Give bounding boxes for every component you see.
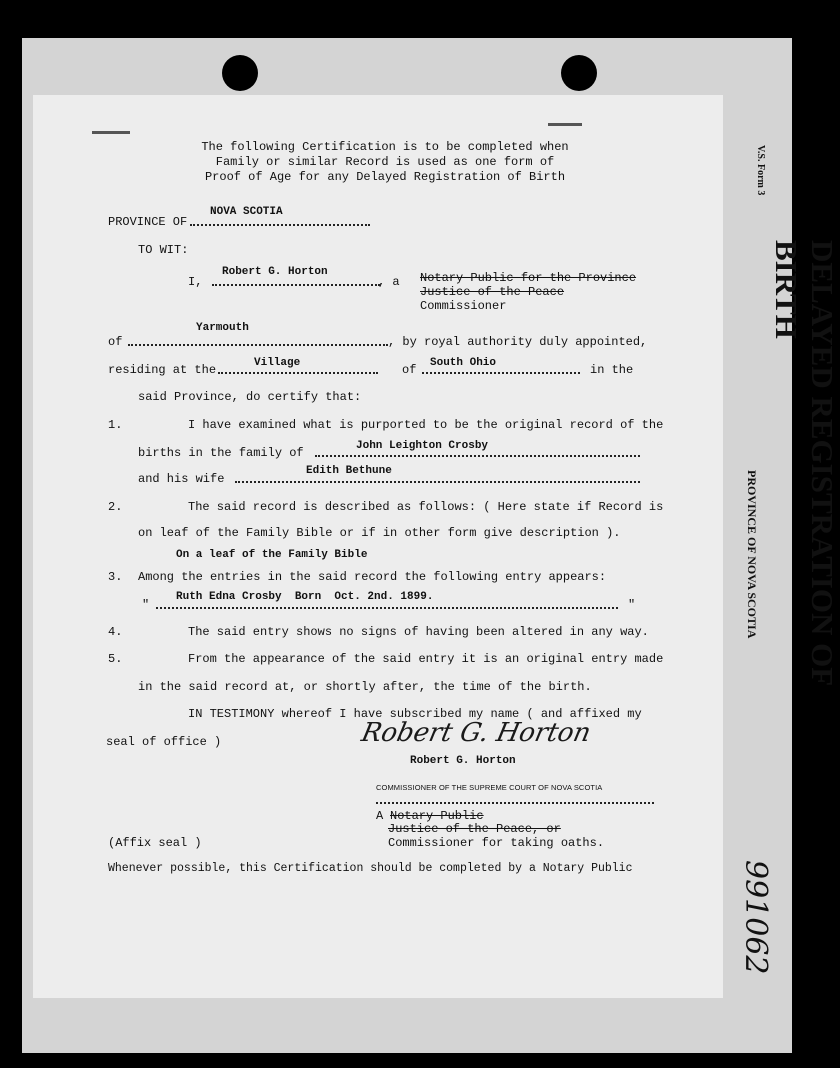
commissioner-name: Robert G. Horton xyxy=(222,266,328,278)
record-description: On a leaf of the Family Bible xyxy=(176,549,368,561)
wife-label: and his wife xyxy=(138,472,225,486)
province-value: NOVA SCOTIA xyxy=(210,206,283,218)
wife-value: Edith Bethune xyxy=(306,465,392,477)
royal-authority: , by royal authority duly appointed, xyxy=(388,335,648,349)
header-line-2: Family or similar Record is used as one form of xyxy=(215,155,555,169)
form-number: V.S. Form 3 xyxy=(755,145,766,196)
punch-hole-left xyxy=(222,55,258,91)
notary-struck: Notary Public xyxy=(390,809,484,823)
residing-label: residing at the xyxy=(108,363,217,377)
to-wit: TO WIT: xyxy=(138,243,189,257)
item3-number: 3. xyxy=(108,570,123,584)
seal-of-office: seal of office ) xyxy=(106,735,222,749)
item2-number: 2. xyxy=(108,500,123,514)
side-province: PROVINCE OF NOVA SCOTIA xyxy=(745,470,759,639)
header-line-1: The following Certification is to be completed when xyxy=(201,140,569,154)
punch-hole-right xyxy=(561,55,597,91)
signature: Robert G. Horton xyxy=(358,718,594,748)
residing-value: Village xyxy=(254,357,301,369)
testimony: IN TESTIMONY whereof I have subscribed my name ( and affixed my xyxy=(188,707,642,721)
of2-label: of xyxy=(402,363,417,377)
commissioner-stamp: COMMISSIONER OF THE SUPREME COURT OF NOVA SCOTIA xyxy=(376,783,603,792)
justice-struck: Justice of the Peace, or xyxy=(388,822,561,836)
office-struck-notary: Notary Public for the Province xyxy=(420,271,637,285)
in-the: in the xyxy=(590,363,634,377)
signer-name: Robert G. Horton xyxy=(410,755,516,767)
father-value: John Leighton Crosby xyxy=(356,440,489,452)
item5-number: 5. xyxy=(108,652,123,666)
mark-left xyxy=(92,131,130,134)
form-title: DELAYED REGISTRATION OF BIRTH xyxy=(769,240,840,686)
item5-text-2: in the said record at, or shortly after, the time of the birth. xyxy=(138,680,592,694)
a-prefix: A xyxy=(376,809,384,823)
i-label: I, xyxy=(188,275,203,289)
of-label: of xyxy=(108,335,123,349)
footer-note: Whenever possible, this Certification should be completed by a Notary Public xyxy=(108,862,633,875)
quote-open: " xyxy=(142,598,150,612)
item1-number: 1. xyxy=(108,418,123,432)
province-label: PROVINCE OF xyxy=(108,215,188,229)
quote-close: " xyxy=(628,598,636,612)
entry-value: Ruth Edna Crosby Born Oct. 2nd. 1899. xyxy=(176,591,434,603)
handwritten-number: 991062 xyxy=(738,860,773,975)
item3-text: Among the entries in the said record the following entry appears: xyxy=(138,570,607,584)
of-value: Yarmouth xyxy=(196,322,249,334)
item2-text-2: on leaf of the Family Bible or if in other form give description ). xyxy=(138,526,621,540)
item4-text: The said entry shows no signs of having been altered in any way. xyxy=(188,625,649,639)
office-commissioner: Commissioner xyxy=(420,299,507,313)
commissioner-oaths: Commissioner for taking oaths. xyxy=(388,836,605,850)
of2-value: South Ohio xyxy=(430,357,497,369)
header-line-3: Proof of Age for any Delayed Registration of Birth xyxy=(204,170,566,184)
births-label: births in the family of xyxy=(138,446,304,460)
item1-text: I have examined what is purported to be the original record of the xyxy=(188,418,664,432)
said-province: said Province, do certify that: xyxy=(138,390,362,404)
affix-seal: (Affix seal ) xyxy=(108,836,202,850)
a-label: , a xyxy=(378,275,400,289)
mark-right xyxy=(548,123,582,126)
item2-text: The said record is described as follows: ( Here state if Record is xyxy=(188,500,664,514)
office-struck-justice: Justice of the Peace xyxy=(420,285,565,299)
item5-text: From the appearance of the said entry it is an original entry made xyxy=(188,652,664,666)
item4-number: 4. xyxy=(108,625,123,639)
